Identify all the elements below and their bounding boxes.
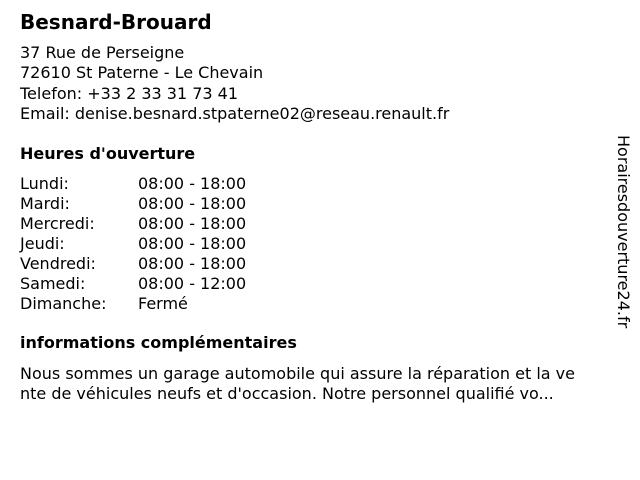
- hours-row-tuesday: [20, 194, 246, 214]
- hours-day: Mercredi:: [20, 214, 95, 233]
- hours-day: Jeudi:: [20, 234, 65, 253]
- hours-row-sunday: [20, 294, 246, 314]
- hours-row-saturday: [20, 274, 246, 294]
- street-address: 37 Rue de Perseigne: [20, 43, 185, 62]
- description-line: nte de véhicules neufs et d'occasion. Notre personnel qualifié vo...: [20, 384, 554, 403]
- hours-time: Fermé: [138, 294, 188, 313]
- hours-row-wednesday: [20, 214, 246, 234]
- description-line: Nous sommes un garage automobile qui assure la réparation et la ve: [20, 364, 575, 383]
- hours-row-monday: [20, 174, 246, 194]
- hours-day: Vendredi:: [20, 254, 96, 273]
- additional-info-heading: informations complémentaires: [20, 333, 297, 352]
- phone-line: Telefon: +33 2 33 31 73 41: [20, 83, 239, 103]
- hours-day: Samedi:: [20, 274, 86, 293]
- hours-time: 08:00 - 18:00: [138, 254, 247, 273]
- city-line: 72610 St Paterne - Le Chevain: [20, 63, 264, 83]
- description-text: [20, 364, 610, 404]
- hours-time: 08:00 - 18:00: [138, 194, 247, 213]
- site-watermark: Horairesdouverture24.fr: [614, 135, 633, 329]
- hours-row-thursday: [20, 234, 246, 254]
- contact-block: [20, 43, 449, 124]
- hours-row-friday: [20, 254, 246, 274]
- hours-day: Dimanche:: [20, 294, 107, 313]
- business-name: Besnard-Brouard: [20, 10, 212, 34]
- opening-hours-table: [20, 174, 246, 314]
- email-line: Email: denise.besnard.stpaterne02@reseau.renault.fr: [20, 103, 450, 123]
- hours-time: 08:00 - 18:00: [138, 174, 247, 193]
- hours-time: 08:00 - 12:00: [138, 274, 247, 293]
- hours-day: Lundi:: [20, 174, 69, 193]
- hours-time: 08:00 - 18:00: [138, 214, 247, 233]
- hours-time: 08:00 - 18:00: [138, 234, 247, 253]
- opening-hours-heading: Heures d'ouverture: [20, 144, 196, 163]
- hours-day: Mardi:: [20, 194, 70, 213]
